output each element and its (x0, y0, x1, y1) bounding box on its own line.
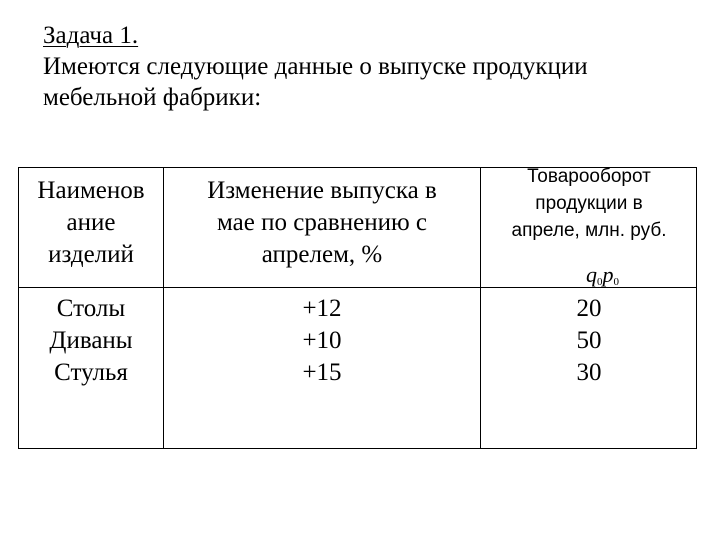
table-row-turnover: 30 (576, 359, 602, 386)
table-row-product: Столы (56, 295, 126, 322)
turnover-column (481, 293, 697, 389)
table-row-change: +15 (302, 359, 342, 386)
header-output-change: Изменение выпуска в мае по сравнению с апрелем, % (207, 177, 437, 268)
table-row-product: Диваны (49, 327, 133, 354)
table-row-product: Стулья (54, 359, 128, 386)
product-names-column (19, 293, 163, 389)
task-heading (43, 20, 703, 113)
table-row-turnover: 20 (576, 295, 602, 322)
header-product-name: Наименов ание изделий (37, 177, 145, 268)
turnover-formula: $q_0p_0$ (586, 262, 619, 288)
production-table (18, 167, 697, 449)
task-title: Задача 1. (43, 22, 139, 49)
output-change-column (164, 293, 480, 389)
table-row-turnover: 50 (576, 327, 602, 354)
table-row-change: +10 (302, 327, 342, 354)
task-description-line-1: Имеются следующие данные о выпуске продукции (43, 53, 588, 80)
header-turnover: Товарооборот продукции в апреле, млн. руб. (511, 166, 667, 241)
table-row-change: +12 (302, 295, 342, 322)
task-description-line-2: мебельной фабрики: (43, 84, 262, 111)
